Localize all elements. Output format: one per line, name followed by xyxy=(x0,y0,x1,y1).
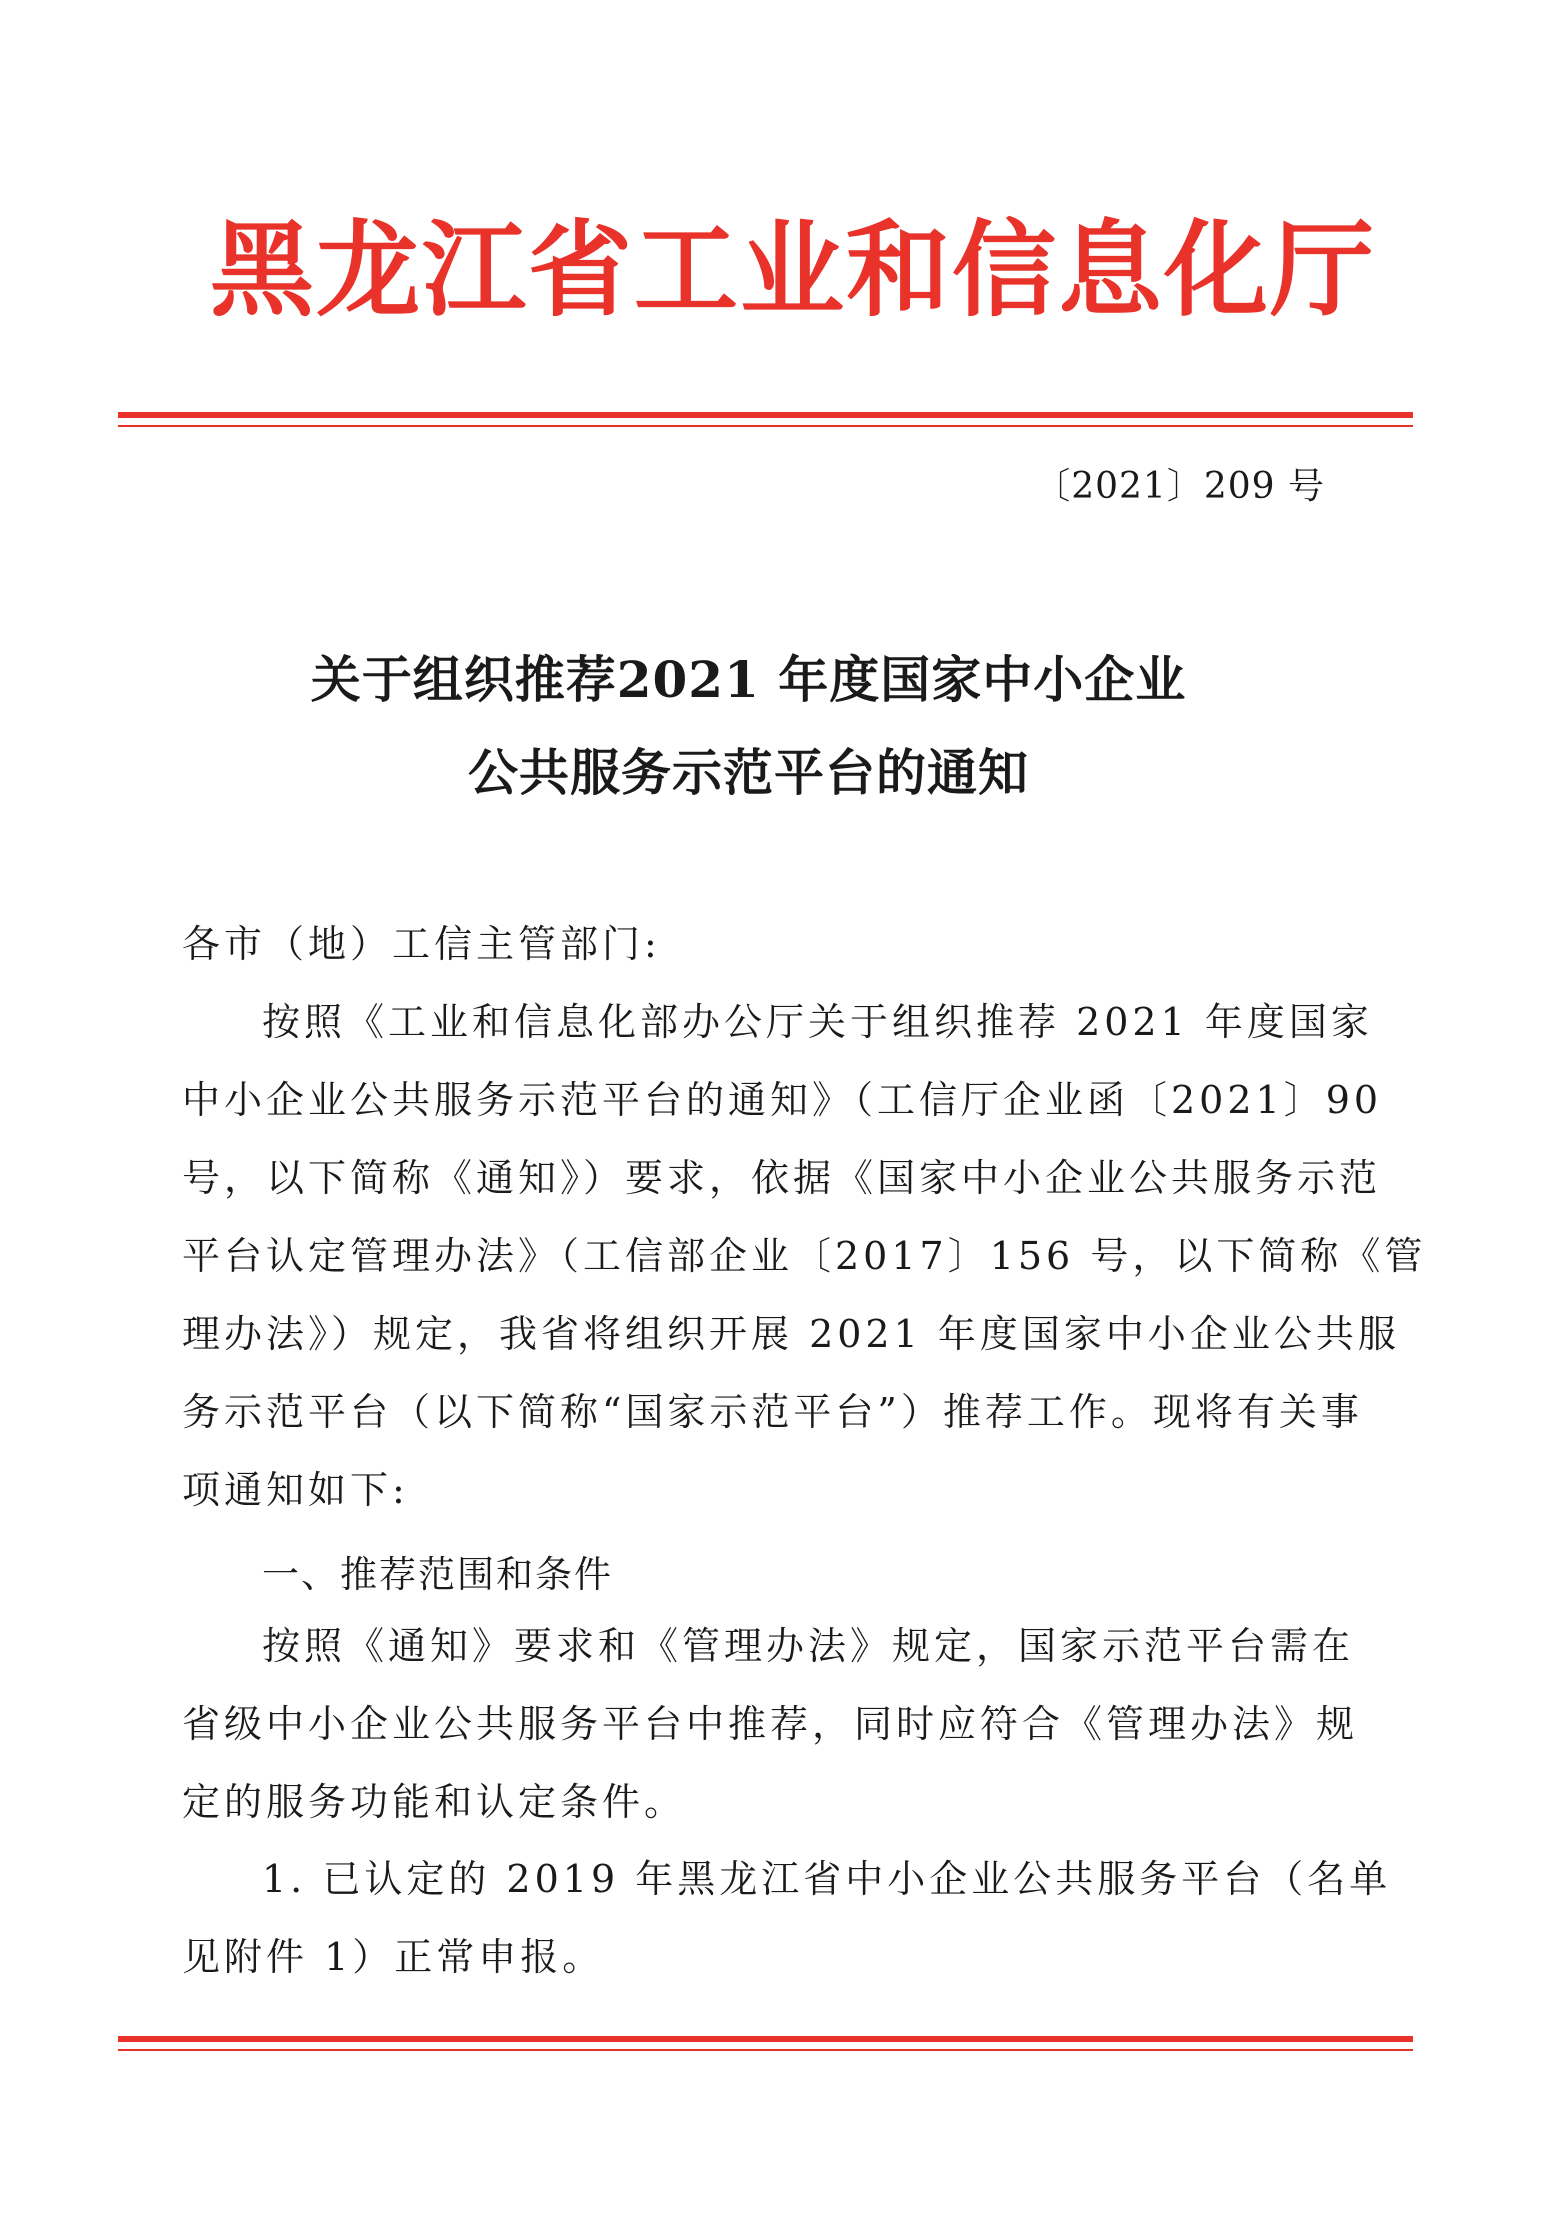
paragraph-line: 中小企业公共服务示范平台的通知》（工信厅企业函〔2021〕90 xyxy=(182,1078,1383,1122)
paragraph-line: 平台认定管理办法》（工信部企业〔2017〕156 号，以下简称《管 xyxy=(182,1234,1427,1278)
paragraph-line: 务示范平台（以下简称“国家示范平台”）推荐工作。现将有关事 xyxy=(182,1390,1363,1434)
paragraph-line: 项通知如下: xyxy=(182,1468,409,1512)
paragraph-item-1 xyxy=(182,1840,1392,1996)
paragraph-line: 见附件 1）正常申报。 xyxy=(182,1935,605,1979)
footer-red-rule-thick xyxy=(118,2036,1413,2042)
paragraph-scope xyxy=(182,1607,1359,1841)
header-red-rule-thick xyxy=(118,412,1413,418)
paragraph-line: 号，以下简称《通知》）要求，依据《国家中小企业公共服务示范 xyxy=(182,1156,1382,1200)
section-heading-1: 一、推荐范围和条件 xyxy=(262,1553,613,1596)
paragraph-line: 省级中小企业公共服务平台中推荐，同时应符合《管理办法》规 xyxy=(182,1702,1359,1746)
document-title-line-2: 公共服务示范平台的通知 xyxy=(468,743,1029,802)
paragraph-line: 1. 已认定的 2019 年黑龙江省中小企业公共服务平台（名单 xyxy=(262,1857,1392,1901)
paragraph-line: 按照《通知》要求和《管理办法》规定，国家示范平台需在 xyxy=(262,1624,1355,1668)
document-number: 〔2021〕209 号 xyxy=(1034,466,1325,507)
salutation: 各市（地）工信主管部门: xyxy=(182,922,661,966)
paragraph-intro xyxy=(182,983,1427,1529)
footer-red-rule-thin xyxy=(118,2049,1413,2051)
paragraph-line: 按照《工业和信息化部办公厅关于组织推荐 2021 年度国家 xyxy=(262,1000,1373,1044)
header-red-rule-thin xyxy=(118,425,1413,427)
paragraph-line: 定的服务功能和认定条件。 xyxy=(182,1780,687,1824)
document-title-line-1: 关于组织推荐2021 年度国家中小企业 xyxy=(310,650,1187,709)
paragraph-line: 理办法》）规定，我省将组织开展 2021 年度国家中小企业公共服 xyxy=(182,1312,1400,1356)
issuing-authority-title: 黑龙江省工业和信息化厅 xyxy=(210,209,1377,331)
